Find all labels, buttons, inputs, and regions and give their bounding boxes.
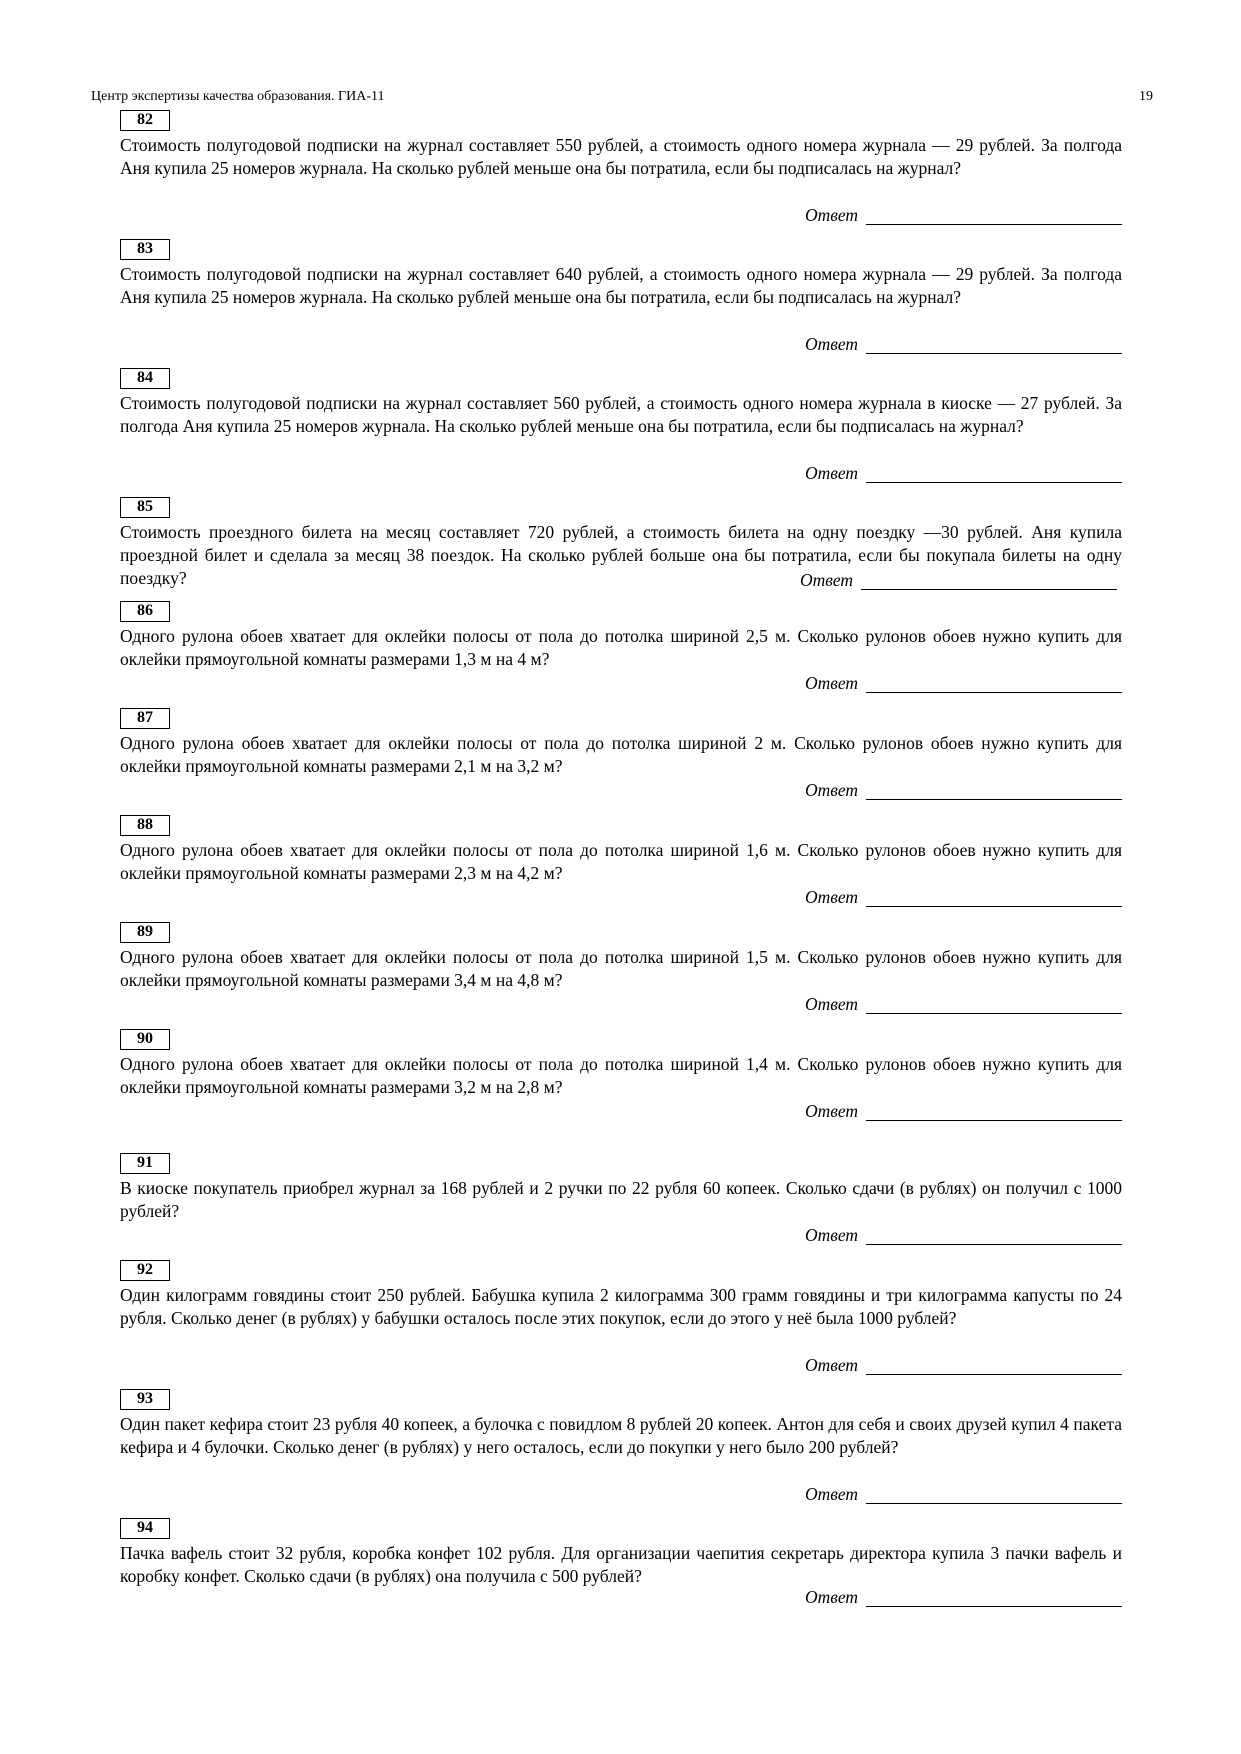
task-82: [120, 110, 1122, 225]
task-number: 93: [120, 1389, 170, 1410]
task-number: 94: [120, 1518, 170, 1539]
task-83: [120, 239, 1122, 354]
answer-label: Ответ: [805, 463, 859, 483]
task-number: 82: [120, 110, 170, 131]
answer-line: [866, 799, 1122, 800]
task-number: 89: [120, 922, 170, 943]
answer-label: Ответ: [805, 1587, 859, 1607]
answer-label: Ответ: [805, 673, 859, 693]
answer-field[interactable]: [805, 1484, 1122, 1506]
task-number: 88: [120, 815, 170, 836]
answer-label: Ответ: [805, 1101, 859, 1121]
task-92: [120, 1260, 1122, 1375]
task-number: 87: [120, 708, 170, 729]
answer-field[interactable]: [805, 205, 1122, 227]
task-86: [120, 601, 1122, 693]
task-number: 85: [120, 497, 170, 518]
answer-line: [866, 1244, 1122, 1245]
answer-label: Ответ: [805, 334, 859, 354]
answer-label: Ответ: [805, 994, 859, 1014]
task-90: [120, 1029, 1122, 1121]
task-text: Один килограмм говядины стоит 250 рублей. Бабушка купила 2 килограмма 300 грамм говядины и три килограмма капусты по 24 рубля. Сколько денег (в рублях) у бабушки осталось после этих покупок, если до этого у неё была 1000 рублей?: [120, 1285, 1122, 1328]
task-text: Одного рулона обоев хватает для оклейки полосы от пола до потолка шириной 1,5 м. Сколько рулонов обоев нужно купить для оклейки прямоугольной комнаты размерами 3,4 м на 4,8 м?: [120, 947, 1122, 990]
answer-field[interactable]: [805, 887, 1122, 909]
answer-field[interactable]: [805, 673, 1122, 695]
answer-field[interactable]: [805, 994, 1122, 1016]
task-text: В киоске покупатель приобрел журнал за 168 рублей и 2 ручки по 22 рубля 60 копеек. Сколько сдачи (в рублях) он получил с 1000 рублей?: [120, 1178, 1122, 1221]
answer-line: [866, 224, 1122, 225]
header-title: Центр экспертизы качества образования. ГИА-11: [91, 89, 385, 104]
answer-line: [861, 589, 1117, 590]
task-text: Стоимость полугодовой подписки на журнал составляет 560 рублей, а стоимость одного номера журнала в киоске — 27 рублей. За полгода Аня купила 25 номеров журнала. На сколько рублей меньше она бы потратила, если бы подписалась на журнал?: [120, 393, 1122, 436]
answer-line: [866, 1374, 1122, 1375]
answer-field[interactable]: [805, 1355, 1122, 1377]
answer-label: Ответ: [805, 780, 859, 800]
task-text: Стоимость полугодовой подписки на журнал составляет 550 рублей, а стоимость одного номера журнала — 29 рублей. За полгода Аня купила 25 номеров журнала. На сколько рублей меньше она бы потратила, если бы подписалась на журнал?: [120, 135, 1122, 178]
answer-field[interactable]: [805, 1587, 1122, 1609]
task-87: [120, 708, 1122, 800]
answer-line: [866, 1013, 1122, 1014]
task-84: [120, 368, 1122, 483]
answer-label: Ответ: [805, 887, 859, 907]
task-number: 91: [120, 1153, 170, 1174]
task-93: [120, 1389, 1122, 1504]
answer-label: Ответ: [805, 205, 859, 225]
answer-line: [866, 1503, 1122, 1504]
task-text: Одного рулона обоев хватает для оклейки полосы от пола до потолка шириной 2 м. Сколько рулонов обоев нужно купить для оклейки прямоугольной комнаты размерами 2,1 м на 3,2 м?: [120, 733, 1122, 776]
answer-field[interactable]: [805, 463, 1122, 485]
answer-line: [866, 1120, 1122, 1121]
task-number: 83: [120, 239, 170, 260]
answer-line: [866, 482, 1122, 483]
answer-field[interactable]: [800, 570, 1117, 592]
task-94: [120, 1518, 1122, 1607]
page-number: 19: [1139, 89, 1153, 104]
answer-line: [866, 906, 1122, 907]
task-text: Один пакет кефира стоит 23 рубля 40 копеек, а булочка с повидлом 8 рублей 20 копеек. Антон для себя и своих друзей купил 4 пакета кефира и 4 булочки. Сколько денег (в рублях) у него осталось, если до покупки у него было 200 рублей?: [120, 1414, 1122, 1457]
task-number: 90: [120, 1029, 170, 1050]
answer-label: Ответ: [800, 570, 854, 590]
answer-field[interactable]: [805, 780, 1122, 802]
answer-field[interactable]: [805, 334, 1122, 356]
task-text: Одного рулона обоев хватает для оклейки полосы от пола до потолка шириной 1,6 м. Сколько рулонов обоев нужно купить для оклейки прямоугольной комнаты размерами 2,3 м на 4,2 м?: [120, 840, 1122, 883]
task-number: 86: [120, 601, 170, 622]
task-number: 92: [120, 1260, 170, 1281]
task-text: Одного рулона обоев хватает для оклейки полосы от пола до потолка шириной 1,4 м. Сколько рулонов обоев нужно купить для оклейки прямоугольной комнаты размерами 3,2 м на 2,8 м?: [120, 1054, 1122, 1097]
task-text: Стоимость проездного билета на месяц составляет 720 рублей, а стоимость билета на одну поездку —30 рублей. Аня купила проездной билет и сделала за месяц 38 поездок. На сколько рублей больше она бы потратила, если бы покупала билеты на одну поездку?: [120, 522, 1122, 588]
task-text: Пачка вафель стоит 32 рубля, коробка конфет 102 рубля. Для организации чаепития секретарь директора купила 3 пачки вафель и коробку конфет. Сколько сдачи (в рублях) она получила с 500 рублей?: [120, 1543, 1122, 1586]
answer-line: [866, 692, 1122, 693]
answer-line: [866, 353, 1122, 354]
task-88: [120, 815, 1122, 907]
answer-label: Ответ: [805, 1355, 859, 1375]
task-91: [120, 1153, 1122, 1245]
task-text: Одного рулона обоев хватает для оклейки полосы от пола до потолка шириной 2,5 м. Сколько рулонов обоев нужно купить для оклейки прямоугольной комнаты размерами 1,3 м на 4 м?: [120, 626, 1122, 669]
answer-line: [866, 1606, 1122, 1607]
task-text: Стоимость полугодовой подписки на журнал составляет 640 рублей, а стоимость одного номера журнала — 29 рублей. За полгода Аня купила 25 номеров журнала. На сколько рублей меньше она бы потратила, если бы подписалась на журнал?: [120, 264, 1122, 307]
task-89: [120, 922, 1122, 1014]
answer-field[interactable]: [805, 1225, 1122, 1247]
answer-label: Ответ: [805, 1484, 859, 1504]
task-number: 84: [120, 368, 170, 389]
task-85: [120, 497, 1122, 590]
answer-label: Ответ: [805, 1225, 859, 1245]
answer-field[interactable]: [805, 1101, 1122, 1123]
